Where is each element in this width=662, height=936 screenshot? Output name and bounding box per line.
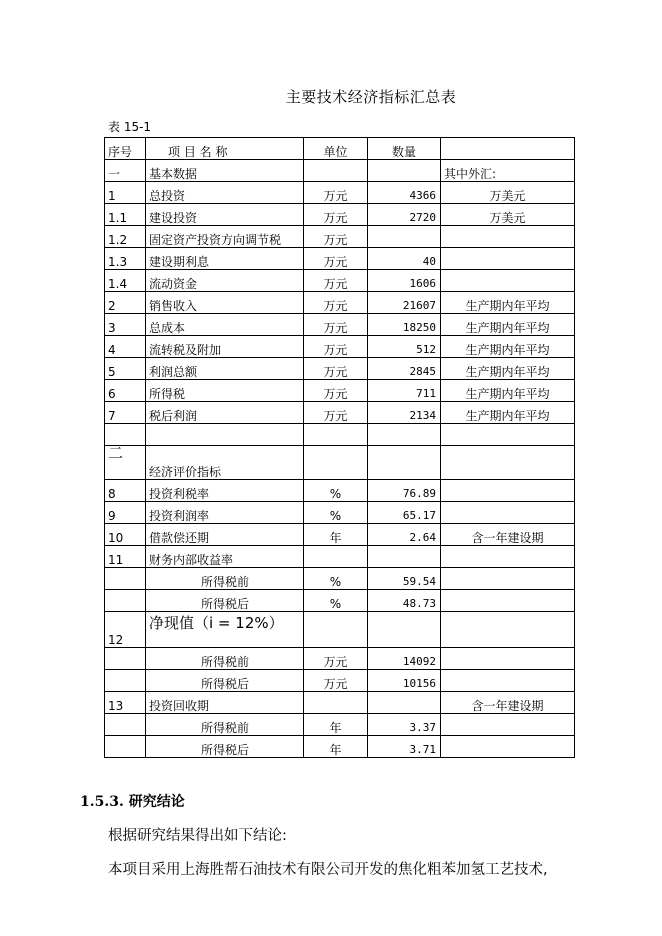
row-name: 投资回收期 <box>146 692 304 714</box>
row-unit <box>304 546 368 568</box>
row-note <box>441 648 575 670</box>
row-no: 10 <box>105 524 146 546</box>
row-note: 生产期内年平均 <box>441 402 575 424</box>
row-unit: 年 <box>304 736 368 758</box>
table-row <box>105 204 575 226</box>
table-row <box>105 590 575 612</box>
row-value: 2720 <box>368 204 441 226</box>
row-no: 8 <box>105 480 146 502</box>
table-row <box>105 502 575 524</box>
row-no <box>105 424 146 446</box>
table-row <box>105 380 575 402</box>
table-row <box>105 182 575 204</box>
row-note: 含一年建设期 <box>441 692 575 714</box>
row-note <box>441 590 575 612</box>
row-no: 1.2 <box>105 226 146 248</box>
row-name: 所得税后 <box>146 590 304 612</box>
table-row <box>105 736 575 758</box>
row-name: 基本数据 <box>146 160 304 182</box>
row-no: 3 <box>105 314 146 336</box>
row-unit: 万元 <box>304 648 368 670</box>
table-row <box>105 424 575 446</box>
row-note: 万美元 <box>441 182 575 204</box>
row-name: 固定资产投资方向调节税 <box>146 226 304 248</box>
row-no: 1 <box>105 182 146 204</box>
row-value: 3.37 <box>368 714 441 736</box>
table-row <box>105 160 575 182</box>
row-note <box>441 424 575 446</box>
row-note <box>441 480 575 502</box>
row-name: 所得税前 <box>146 648 304 670</box>
row-name: 销售收入 <box>146 292 304 314</box>
row-unit: 万元 <box>304 270 368 292</box>
row-note: 其中外汇: <box>441 160 575 182</box>
row-value: 3.71 <box>368 736 441 758</box>
table-row <box>105 692 575 714</box>
row-name: 建设期利息 <box>146 248 304 270</box>
row-value: 21607 <box>368 292 441 314</box>
table-row <box>105 446 575 480</box>
header-name: 项 目 名 称 <box>146 138 304 160</box>
row-unit: 万元 <box>304 358 368 380</box>
row-value: 59.54 <box>368 568 441 590</box>
row-no <box>105 648 146 670</box>
header-value: 数量 <box>368 138 441 160</box>
row-unit <box>304 424 368 446</box>
row-value <box>368 424 441 446</box>
row-value: 40 <box>368 248 441 270</box>
table-row <box>105 336 575 358</box>
row-value <box>368 446 441 480</box>
row-no: 1.1 <box>105 204 146 226</box>
row-note <box>441 248 575 270</box>
row-unit: % <box>304 590 368 612</box>
row-no: 5 <box>105 358 146 380</box>
row-note <box>441 612 575 648</box>
row-value: 2.64 <box>368 524 441 546</box>
row-name: 流转税及附加 <box>146 336 304 358</box>
row-no <box>105 590 146 612</box>
row-unit: 万元 <box>304 670 368 692</box>
row-name: 借款偿还期 <box>146 524 304 546</box>
table-row <box>105 292 575 314</box>
row-unit: 万元 <box>304 314 368 336</box>
row-unit: % <box>304 502 368 524</box>
row-note: 生产期内年平均 <box>441 358 575 380</box>
row-name: 净现值（i = 12%） <box>146 612 304 648</box>
row-no: 2 <box>105 292 146 314</box>
row-name: 所得税 <box>146 380 304 402</box>
row-name: 所得税后 <box>146 670 304 692</box>
row-note: 含一年建设期 <box>441 524 575 546</box>
row-no: 7 <box>105 402 146 424</box>
table-row <box>105 524 575 546</box>
row-note <box>441 446 575 480</box>
table-row <box>105 248 575 270</box>
row-unit: 万元 <box>304 336 368 358</box>
table-row <box>105 546 575 568</box>
table-row <box>105 568 575 590</box>
row-note <box>441 270 575 292</box>
row-no: 一 <box>105 160 146 182</box>
row-no: 1.4 <box>105 270 146 292</box>
row-unit: 万元 <box>304 292 368 314</box>
row-name: 投资利润率 <box>146 502 304 524</box>
row-note: 万美元 <box>441 204 575 226</box>
row-value: 76.89 <box>368 480 441 502</box>
row-no <box>105 568 146 590</box>
row-note <box>441 714 575 736</box>
table-row <box>105 648 575 670</box>
row-no: 二 <box>105 446 146 480</box>
row-unit: 万元 <box>304 402 368 424</box>
header-note <box>441 138 575 160</box>
row-note <box>441 502 575 524</box>
row-no: 1.3 <box>105 248 146 270</box>
table-row <box>105 314 575 336</box>
header-unit: 单位 <box>304 138 368 160</box>
row-no <box>105 670 146 692</box>
row-name: 流动资金 <box>146 270 304 292</box>
row-name: 税后利润 <box>146 402 304 424</box>
row-unit: % <box>304 568 368 590</box>
row-note <box>441 670 575 692</box>
row-value: 10156 <box>368 670 441 692</box>
row-value: 18250 <box>368 314 441 336</box>
row-note: 生产期内年平均 <box>441 314 575 336</box>
row-no: 9 <box>105 502 146 524</box>
row-value: 711 <box>368 380 441 402</box>
row-value <box>368 612 441 648</box>
row-value: 4366 <box>368 182 441 204</box>
row-unit <box>304 692 368 714</box>
table-row <box>105 612 575 648</box>
row-note <box>441 568 575 590</box>
row-value: 14092 <box>368 648 441 670</box>
row-no: 6 <box>105 380 146 402</box>
row-value <box>368 160 441 182</box>
row-unit: 年 <box>304 524 368 546</box>
row-name: 所得税前 <box>146 568 304 590</box>
row-unit: % <box>304 480 368 502</box>
row-unit <box>304 160 368 182</box>
table-row <box>105 226 575 248</box>
row-unit: 万元 <box>304 204 368 226</box>
row-note: 生产期内年平均 <box>441 292 575 314</box>
row-value: 512 <box>368 336 441 358</box>
header-no: 序号 <box>105 138 146 160</box>
row-name: 总投资 <box>146 182 304 204</box>
row-name: 利润总额 <box>146 358 304 380</box>
row-name: 总成本 <box>146 314 304 336</box>
paragraph: 根据研究结果得出如下结论: <box>108 828 287 844</box>
row-value <box>368 546 441 568</box>
table-row <box>105 402 575 424</box>
row-no: 11 <box>105 546 146 568</box>
row-no: 13 <box>105 692 146 714</box>
table-caption: 表 15-1 <box>108 120 152 134</box>
row-value: 2845 <box>368 358 441 380</box>
row-no: 4 <box>105 336 146 358</box>
row-value: 1606 <box>368 270 441 292</box>
page-title: 主要技术经济指标汇总表 <box>285 88 457 106</box>
row-no <box>105 736 146 758</box>
row-name: 所得税前 <box>146 714 304 736</box>
row-note <box>441 226 575 248</box>
row-note: 生产期内年平均 <box>441 336 575 358</box>
row-value: 65.17 <box>368 502 441 524</box>
row-no: 12 <box>105 612 146 648</box>
row-unit: 年 <box>304 714 368 736</box>
table-header-row <box>105 138 575 160</box>
row-unit: 万元 <box>304 380 368 402</box>
row-unit <box>304 446 368 480</box>
table-row <box>105 358 575 380</box>
row-unit <box>304 612 368 648</box>
table-row <box>105 270 575 292</box>
row-value <box>368 226 441 248</box>
row-name: 所得税后 <box>146 736 304 758</box>
row-value: 2134 <box>368 402 441 424</box>
row-name: 建设投资 <box>146 204 304 226</box>
row-unit: 万元 <box>304 182 368 204</box>
paragraph: 本项目采用上海胜帮石油技术有限公司开发的焦化粗苯加氢工艺技术, <box>108 862 548 878</box>
row-unit: 万元 <box>304 248 368 270</box>
row-unit: 万元 <box>304 226 368 248</box>
row-note <box>441 736 575 758</box>
table-row <box>105 670 575 692</box>
row-no <box>105 714 146 736</box>
row-name: 投资利税率 <box>146 480 304 502</box>
row-name: 财务内部收益率 <box>146 546 304 568</box>
table-row <box>105 714 575 736</box>
row-note <box>441 546 575 568</box>
row-note: 生产期内年平均 <box>441 380 575 402</box>
row-value <box>368 692 441 714</box>
table-row <box>105 480 575 502</box>
indicator-table <box>104 137 575 758</box>
section-heading: 1.5.3. 研究结论 <box>80 794 185 810</box>
row-name: 经济评价指标 <box>146 446 304 480</box>
row-name <box>146 424 304 446</box>
row-value: 48.73 <box>368 590 441 612</box>
